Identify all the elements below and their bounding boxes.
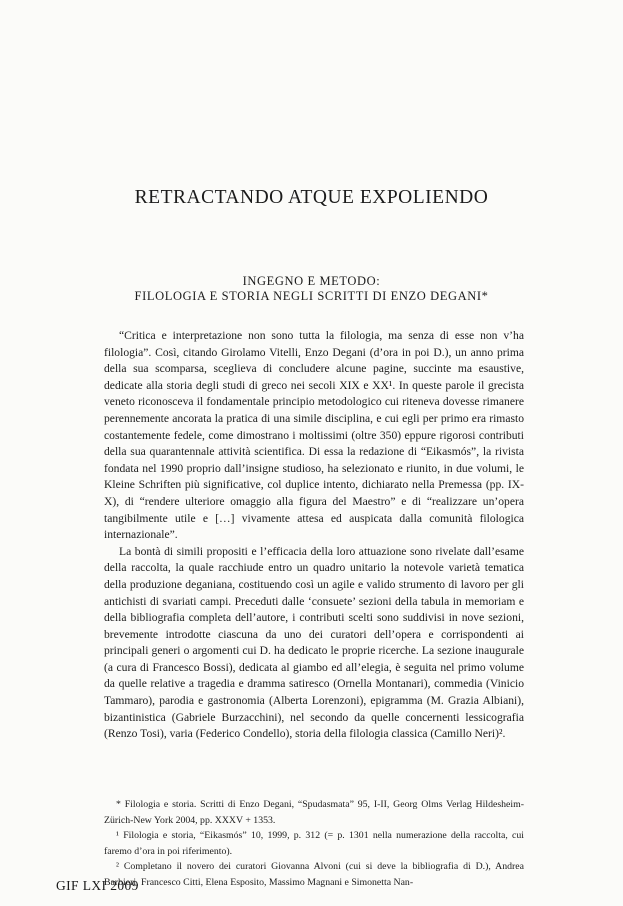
footnote-1: ¹ Filologia e storia, “Eikasmós” 10, 1999, p. 312 (= p. 1301 nella numerazione della raccolta, cui faremo d’ora in poi riferimento). [104, 830, 524, 857]
article-body [104, 328, 524, 743]
journal-reference: GIF LXI 2009 [56, 878, 139, 893]
body-paragraph-1: “Critica e interpretazione non sono tutta la filologia, ma senza di esse non v’ha filologia”. Così, citando Girolamo Vitelli, Enzo Degani (d’ora in poi D.), un anno prima della sua scomparsa, sceglieva di concludere alcune pagine, succinte ma esaustive, dedicate alla storia degli studi di greco nei secoli XIX e XX¹. In queste parole il grecista veneto riconosceva il fondamentale principio metodologico cui riteneva dovesse rimanere perennemente ancorata la pratica di una simile disciplina, e cui egli per primo era rimasto costantemente fedele, come dimostrano i moltissimi (oltre 350) eppure rigorosi contributi della sua quarantennale attività scientifica. Di essa la redazione di “Eikasmós”, la rivista fondata nel 1990 proprio dall’insigne studioso, ha selezionato e riunito, in due volumi, le Kleine Schriften più significative, col duplice intento, dichiarato nella Premessa (pp. IX-X), di “rendere ulteriore omaggio alla figura del Maestro” e di “realizzare un’opera tangibilmente utile e […] vivamente attesa ed auspicata dalla comunità filologica internazionale”. [104, 329, 524, 542]
footnote-star: * Filologia e storia. Scritti di Enzo Degani, “Spudasmata” 95, I-II, Georg Olms Verlag Hildesheim-Zürich-New York 2004, pp. XXXV + 1353. [104, 799, 524, 826]
footnote-2: ² Completano il novero dei curatori Giovanna Alvoni (cui si deve la bibliografia di D.), Andrea Barbieri, Francesco Citti, Elena Esposito, Massimo Magnani e Simonetta Nan- [104, 861, 524, 888]
article-subtitle-line-1: INGEGNO E METODO: [242, 274, 381, 288]
body-paragraph-2: La bontà di simili propositi e l’efficacia della loro attuazione sono rivelate dall’esame della raccolta, la quale racchiude entro un quadro unitario la notevole varietà tematica della produzione deganiana, costituendo così un agile e valido strumento di lavoro per gli antichisti di svariati campi. Preceduti dalle ‘consuete’ sezioni della tabula in memoriam e della bibliografia completa dell’autore, i contributi scelti sono suddivisi in nove sezioni, brevemente introdotte ciascuna da uno dei curatori dell’opera e corrispondenti ai principali generi o argomenti cui D. ha dedicato le proprie ricerche. La sezione inaugurale (a cura di Francesco Bossi), dedicata al giambo ed all’elegia, è seguita nel primo volume da quelle relative a tragedia e dramma satiresco (Ornella Montanari), commedia (Vinicio Tammaro), parodia e gastronomia (Alberta Lorenzoni), epigramma (M. Grazia Albiani), bizantinistica (Gabriele Burzacchini), nel secondo da quelle concernenti lessicografia (Renzo Tosi), varia (Federico Condello), storia della filologia classica (Camillo Neri)². [104, 544, 524, 741]
footnotes [104, 797, 524, 890]
article-title: RETRACTANDO ATQUE EXPOLIENDO [134, 187, 489, 208]
article-subtitle-line-2: FILOLOGIA E STORIA NEGLI SCRITTI DI ENZO DEGANI* [134, 289, 489, 303]
